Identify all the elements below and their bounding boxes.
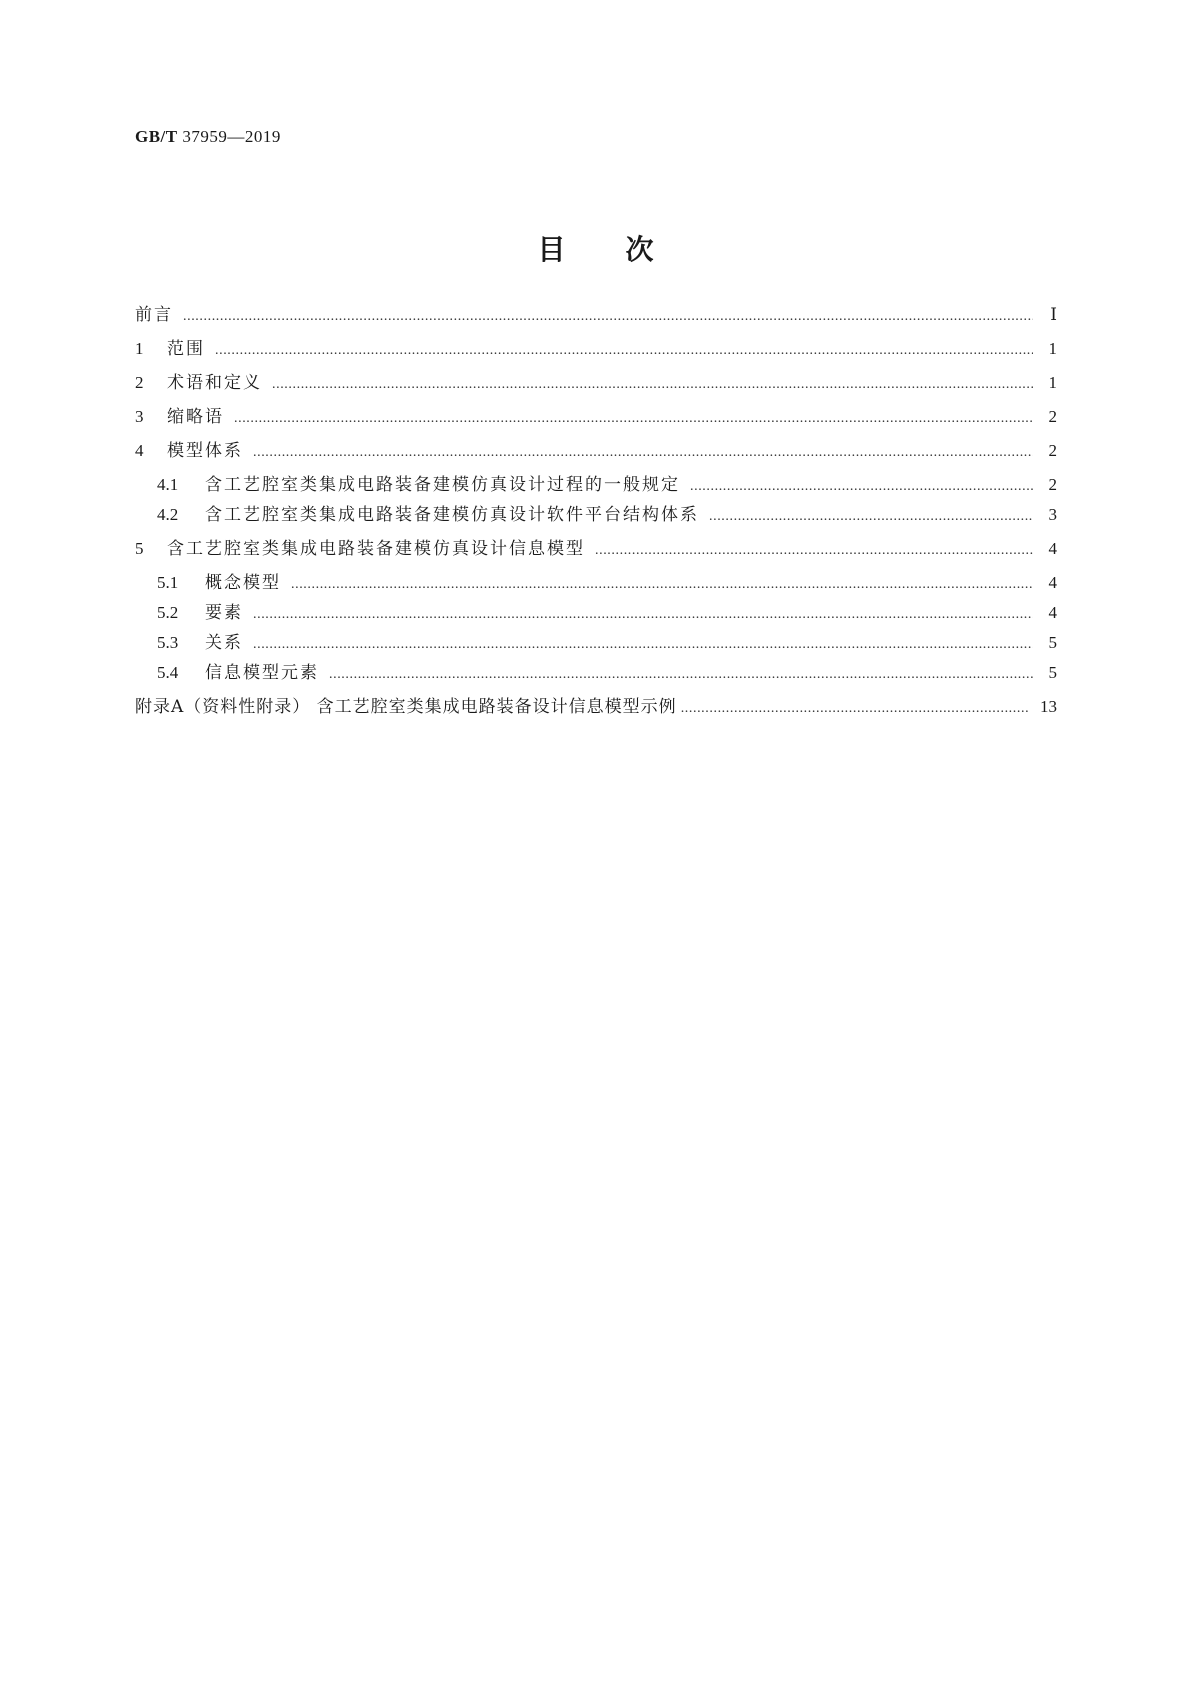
toc-entry-label: 含工艺腔室类集成电路装备建模仿真设计过程的一般规定 bbox=[205, 475, 680, 495]
toc-entry-page: 1 bbox=[1048, 373, 1057, 392]
toc-leader-dots bbox=[253, 444, 1033, 462]
toc-entry-4-2[interactable] bbox=[157, 504, 1057, 526]
toc-entry-5-3[interactable] bbox=[157, 632, 1057, 654]
toc-entry-number: 5.3 bbox=[157, 633, 179, 652]
toc-entry-number: 5.2 bbox=[157, 603, 179, 622]
toc-entry-page: 4 bbox=[1048, 539, 1057, 558]
toc-entry-page: 4 bbox=[1048, 603, 1057, 622]
toc-entry-5-2[interactable] bbox=[157, 602, 1057, 624]
toc-leader-dots bbox=[329, 666, 1033, 684]
toc-entry-page: 1 bbox=[1048, 339, 1057, 358]
toc-entry-number: 5.1 bbox=[157, 573, 179, 592]
toc-entry-page: 5 bbox=[1048, 633, 1057, 652]
toc-entry-4[interactable] bbox=[135, 440, 1057, 462]
toc-entry-label: 要素 bbox=[205, 603, 243, 623]
toc-entry-label: 含工艺腔室类集成电路装备建模仿真设计软件平台结构体系 bbox=[205, 505, 699, 525]
toc-entry-label: 附录A（资料性附录） 含工艺腔室类集成电路装备设计信息模型示例 bbox=[135, 697, 677, 717]
toc-leader-dots bbox=[234, 410, 1033, 428]
toc-entry-number: 1 bbox=[135, 339, 144, 358]
toc-entry-label: 关系 bbox=[205, 633, 243, 653]
toc-entry-label: 模型体系 bbox=[167, 441, 243, 461]
toc-leader-dots bbox=[595, 542, 1033, 560]
toc-entry-page: 5 bbox=[1048, 663, 1057, 682]
toc-entry-1[interactable] bbox=[135, 338, 1057, 360]
toc-entry-page: Ⅰ bbox=[1050, 305, 1057, 324]
toc-entry-label: 范围 bbox=[167, 339, 205, 359]
toc-entry-number: 5 bbox=[135, 539, 144, 558]
toc-entry-5-1[interactable] bbox=[157, 572, 1057, 594]
toc-entry-3[interactable] bbox=[135, 406, 1057, 428]
standard-year-number: 37959—2019 bbox=[182, 127, 281, 146]
standard-number bbox=[135, 127, 281, 147]
toc-entry-label: 概念模型 bbox=[205, 573, 281, 593]
toc-entry-page: 2 bbox=[1048, 441, 1057, 460]
toc-entry-4-1[interactable] bbox=[157, 474, 1057, 496]
toc-entry-5[interactable] bbox=[135, 538, 1057, 560]
toc-entry-number: 4 bbox=[135, 441, 144, 460]
toc-entry-label: 前言 bbox=[135, 305, 173, 325]
toc-entry-label: 信息模型元素 bbox=[205, 663, 319, 683]
toc-title: 目次 bbox=[537, 233, 714, 266]
toc-leader-dots bbox=[253, 636, 1033, 654]
toc-leader-dots bbox=[291, 576, 1033, 594]
toc-leader-dots bbox=[253, 606, 1033, 624]
toc-leader-dots bbox=[272, 376, 1033, 394]
toc-entry-number: 4.1 bbox=[157, 475, 179, 494]
toc-entry-label: 含工艺腔室类集成电路装备建模仿真设计信息模型 bbox=[167, 539, 585, 559]
toc-entry-page: 13 bbox=[1040, 697, 1057, 716]
toc-entry-page: 2 bbox=[1048, 475, 1057, 494]
toc-entry-label: 术语和定义 bbox=[167, 373, 262, 393]
toc-leader-dots bbox=[215, 342, 1033, 360]
toc-entry-number: 2 bbox=[135, 373, 144, 392]
toc-entry-page: 2 bbox=[1048, 407, 1057, 426]
toc-entry-5-4[interactable] bbox=[157, 662, 1057, 684]
toc-entry-number: 5.4 bbox=[157, 663, 179, 682]
toc-entry-page: 4 bbox=[1048, 573, 1057, 592]
standard-code: GB/T bbox=[135, 127, 178, 146]
toc-entry-number: 4.2 bbox=[157, 505, 179, 524]
toc-entry-page: 3 bbox=[1048, 505, 1057, 524]
toc-leader-dots bbox=[681, 700, 1030, 718]
toc-entry-2[interactable] bbox=[135, 372, 1057, 394]
toc-entry-number: 3 bbox=[135, 407, 144, 426]
toc-entry-foreword[interactable] bbox=[135, 304, 1057, 326]
toc-entry-label: 缩略语 bbox=[167, 407, 224, 427]
toc-leader-dots bbox=[183, 308, 1033, 326]
toc-leader-dots bbox=[709, 508, 1033, 526]
toc-leader-dots bbox=[690, 478, 1033, 496]
toc-entry-annex-a[interactable] bbox=[135, 696, 1057, 718]
